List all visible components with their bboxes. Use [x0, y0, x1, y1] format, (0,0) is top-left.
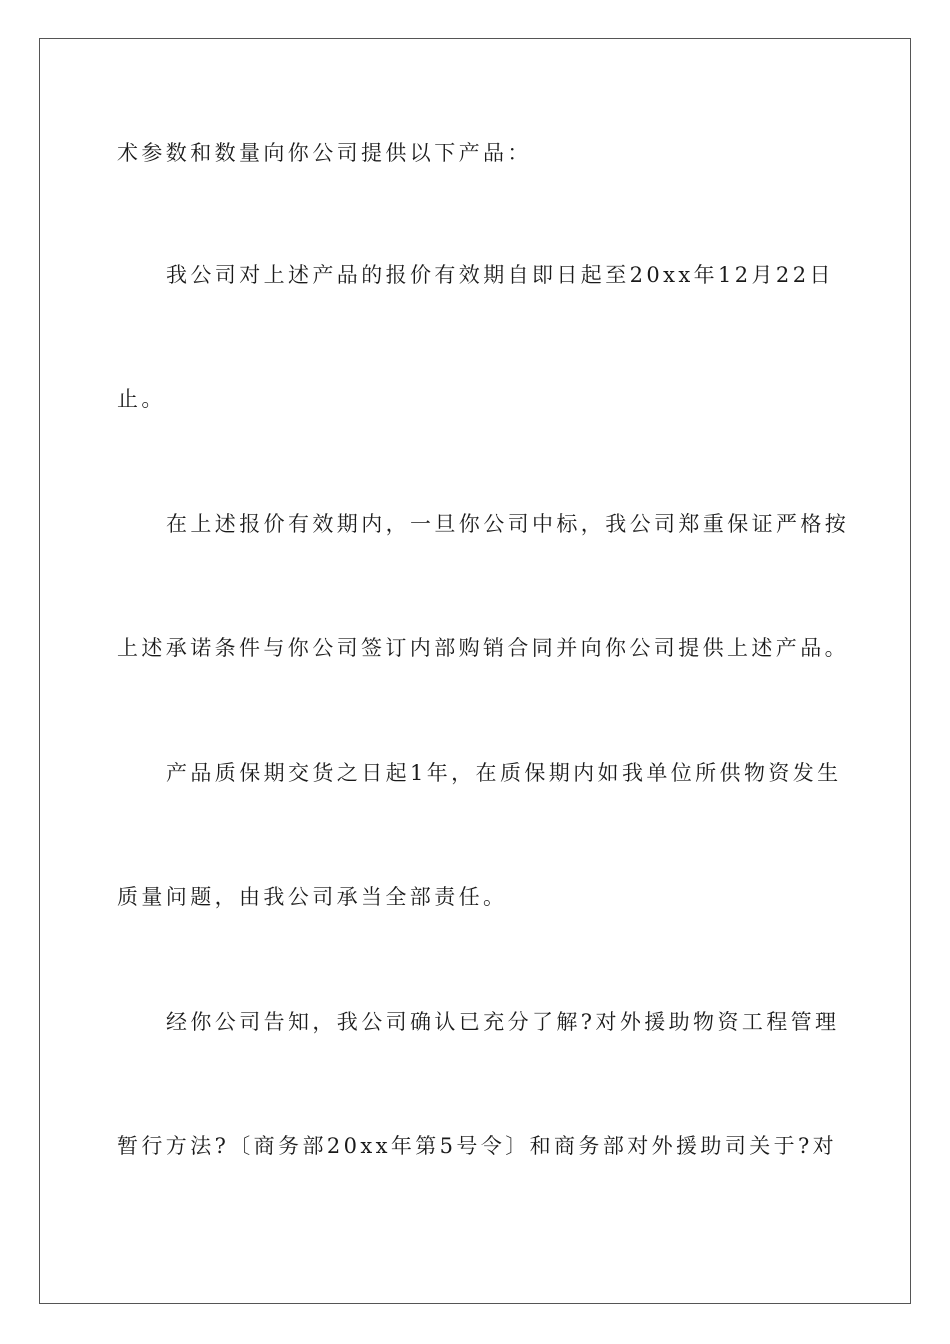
text-line-2: 我公司对上述产品的报价有效期自即日起至20xx年12月22日: [166, 263, 834, 287]
text-line-9: 暂行方法?〔商务部20xx年第5号令〕和商务部对外援助司关于?对: [117, 1134, 838, 1158]
text-line-7: 质量问题，由我公司承当全部责任。: [117, 885, 508, 909]
text-line-8: 经你公司告知，我公司确认已充分了解?对外援助物资工程管理: [166, 1010, 840, 1034]
text-line-1: 术参数和数量向你公司提供以下产品：: [117, 141, 532, 165]
text-line-4: 在上述报价有效期内，一旦你公司中标，我公司郑重保证严格按: [166, 512, 850, 536]
text-line-5: 上述承诺条件与你公司签订内部购销合同并向你公司提供上述产品。: [117, 636, 849, 660]
text-line-6: 产品质保期交货之日起1年，在质保期内如我单位所供物资发生: [166, 761, 842, 785]
text-line-3: 止。: [117, 387, 166, 411]
page-border: [39, 38, 911, 1304]
